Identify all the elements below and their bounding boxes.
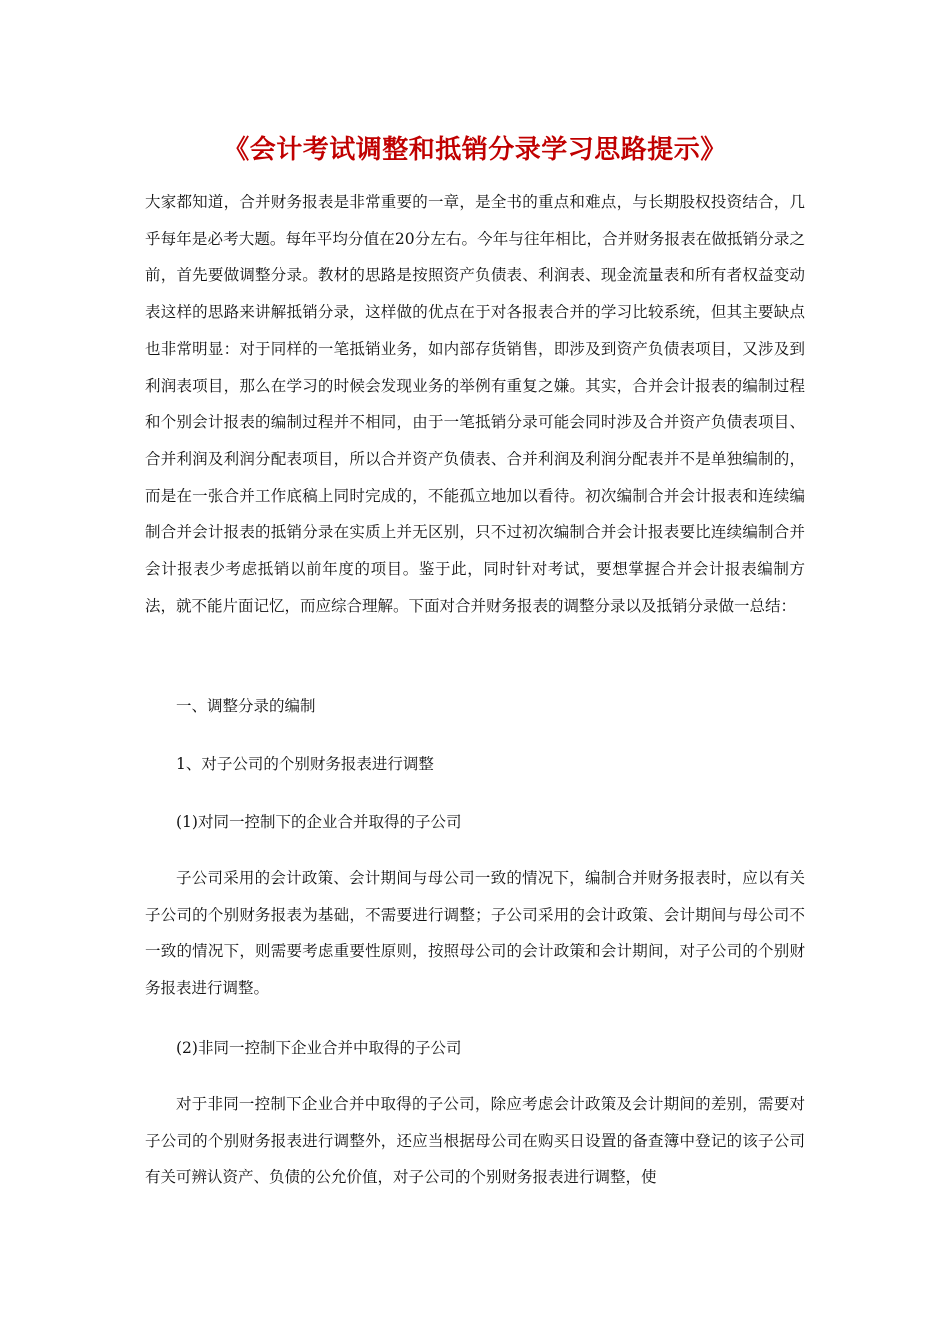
section-heading-adjusting-entries: 一、调整分录的编制: [176, 697, 316, 715]
subsection-heading-subsidiary-statements: 1、对子公司的个别财务报表进行调整: [176, 755, 434, 773]
item-heading-same-control: (1)对同一控制下的企业合并取得的子公司: [176, 813, 462, 831]
document-title: 《会计考试调整和抵销分录学习思路提示》: [223, 135, 727, 165]
intro-paragraph: 大家都知道，合并财务报表是非常重要的一章，是全书的重点和难点，与长期股权投资结合，几乎每年是必考大题。每年平均分值在20分左右。今年与往年相比，合并财务报表在做抵销分录之前，首先要做调整分录。教材的思路是按照资产负债表、利润表、现金流量表和所有者权益变动表这样的思路来讲解抵销分录，这样做的优点在于对各报表合并的学习比较系统，但其主要缺点也非常明显：对于同样的一笔抵销业务，如内部存货销售，即涉及到资产负债表项目，又涉及到利润表项目，那么在学习的时候会发现业务的举例有重复之嫌。其实，合并会计报表的编制过程和个别会计报表的编制过程并不相同，由于一笔抵销分录可能会同时涉及合并资产负债表项目、合并利润及利润分配表项目，所以合并资产负债表、合并利润及利润分配表并不是单独编制的，而是在一张合并工作底稿上同时完成的，不能孤立地加以看待。初次编制合并会计报表和连续编制合并会计报表的抵销分录在实质上并无区别，只不过初次编制合并会计报表要比连续编制合并会计报表少考虑抵销以前年度的项目。鉴于此，同时针对考试，要想掌握合并会计报表编制方法，就不能片面记忆，而应综合理解。下面对合并财务报表的调整分录以及抵销分录做一总结：: [145, 193, 805, 615]
same-control-paragraph: 子公司采用的会计政策、会计期间与母公司一致的情况下，编制合并财务报表时，应以有关子公司的个别财务报表为基础，不需要进行调整；子公司采用的会计政策、会计期间与母公司不一致的情况下，则需要考虑重要性原则，按照母公司的会计政策和会计期间，对子公司的个别财务报表进行调整。: [145, 869, 805, 998]
item-heading-non-same-control: (2)非同一控制下企业合并中取得的子公司: [176, 1039, 462, 1057]
non-same-control-paragraph: 对于非同一控制下企业合并中取得的子公司，除应考虑会计政策及会计期间的差别，需要对子公司的个别财务报表进行调整外，还应当根据母公司在购买日设置的备查簿中登记的该子公司有关可辨认资产、负债的公允价值，对子公司的个别财务报表进行调整，使: [145, 1095, 805, 1187]
